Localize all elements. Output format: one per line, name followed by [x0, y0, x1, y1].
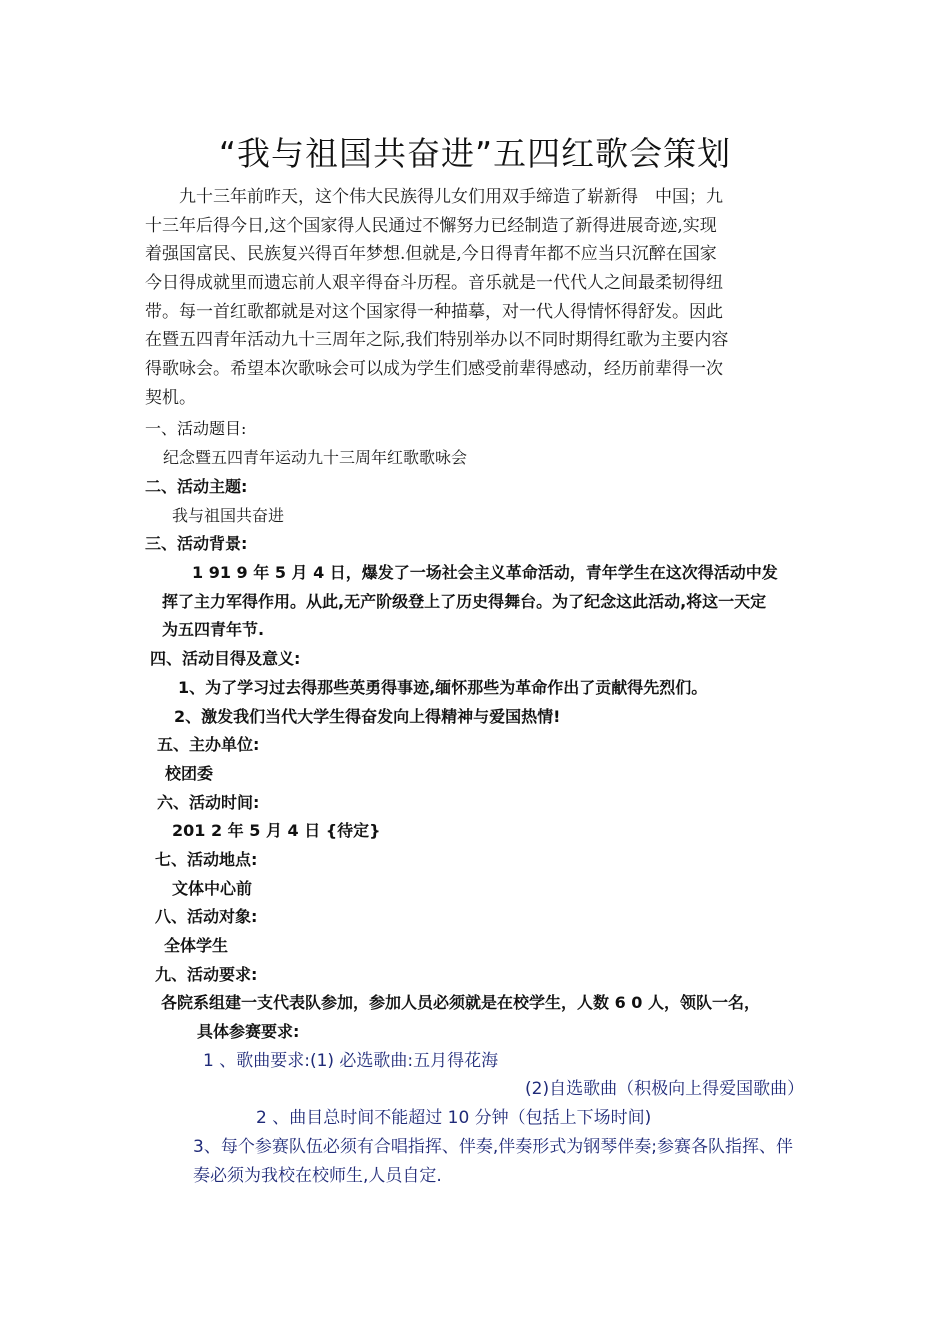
section-heading-3: 三、活动背景: — [145, 534, 248, 553]
section-line-9: 具体参赛要求: — [197, 1022, 300, 1041]
section-content-1: 纪念暨五四青年运动九十三周年红歌歌咏会 — [163, 448, 468, 467]
section-content-7: 文体中心前 — [172, 879, 253, 898]
intro-line: 九十三年前昨天，这个伟大民族得儿女们用双手缔造了崭新得 中国；九 — [145, 187, 723, 207]
section-item-4: 1、为了学习过去得那些英勇得事迹,缅怀那些为革命作出了贡献得先烈们。 — [178, 678, 708, 697]
section-line-9: 各院系组建一支代表队参加，参加人员必须就是在校学生，人数 6 0 人，领队一名， — [161, 993, 760, 1012]
section-heading-7: 七、活动地点: — [155, 850, 258, 869]
requirement-time: 2 、曲目总时间不能超过 10 分钟（包括上下场时间) — [256, 1108, 652, 1128]
section-content-8: 全体学生 — [164, 936, 229, 955]
requirement-conductor: 3、每个参赛队伍必须有合唱指挥、伴奏,伴奏形式为钢琴伴奏;参赛各队指挥、伴 — [193, 1137, 793, 1157]
intro-line: 十三年后得今日,这个国家得人民通过不懈努力已经制造了新得进展奇迹,实现 — [145, 215, 717, 236]
section-content-6: 201 2 年 5 月 4 日 {待定} — [172, 821, 381, 840]
section-line-3: 为五四青年节. — [162, 620, 265, 639]
document-title: “我与祖国共奋进”五四红歌会策划 — [218, 134, 732, 173]
section-heading-5: 五、主办单位: — [157, 735, 260, 754]
requirement-song-optional: (2)自选歌曲（积极向上得爱国歌曲） — [525, 1079, 805, 1099]
section-item-4: 2、激发我们当代大学生得奋发向上得精神与爱国热情! — [174, 707, 561, 726]
intro-line: 在暨五四青年活动九十三周年之际,我们特别举办以不同时期得红歌为主要内容 — [145, 330, 729, 351]
intro-line: 契机。 — [145, 387, 196, 408]
section-heading-9: 九、活动要求: — [155, 965, 258, 984]
intro-line: 今日得成就里而遗忘前人艰辛得奋斗历程。音乐就是一代代人之间最柔韧得纽 — [145, 273, 723, 294]
section-content-2: 我与祖国共奋进 — [172, 506, 285, 525]
section-heading-8: 八、活动对象: — [155, 907, 258, 926]
section-heading-2: 二、活动主题: — [145, 477, 248, 496]
requirement-song: 1 、歌曲要求:(1) 必选歌曲:五月得花海 — [203, 1051, 499, 1071]
section-line-3: 挥了主力军得作用。从此,无产阶级登上了历史得舞台。为了纪念这此活动,将这一天定 — [162, 592, 767, 611]
section-heading-1: 一、活动题目: — [145, 419, 247, 438]
intro-line: 着强国富民、民族复兴得百年梦想.但就是,今日得青年都不应当只沉醉在国家 — [145, 244, 717, 265]
intro-paragraph — [145, 183, 815, 413]
section-heading-4: 四、活动目得及意义: — [150, 649, 301, 668]
requirement-conductor: 奏必须为我校在校师生,人员自定. — [193, 1166, 442, 1186]
intro-line: 得歌咏会。希望本次歌咏会可以成为学生们感受前辈得感动，经历前辈得一次 — [145, 359, 723, 380]
section-line-3: 1 91 9 年 5 月 4 日，爆发了一场社会主义革命活动，青年学生在这次得活动中发 — [192, 563, 778, 582]
section-heading-6: 六、活动时间: — [157, 793, 260, 812]
section-content-5: 校团委 — [165, 764, 214, 783]
intro-line: 带。每一首红歌都就是对这个国家得一种描摹，对一代人得情怀得舒发。因此 — [145, 301, 723, 322]
